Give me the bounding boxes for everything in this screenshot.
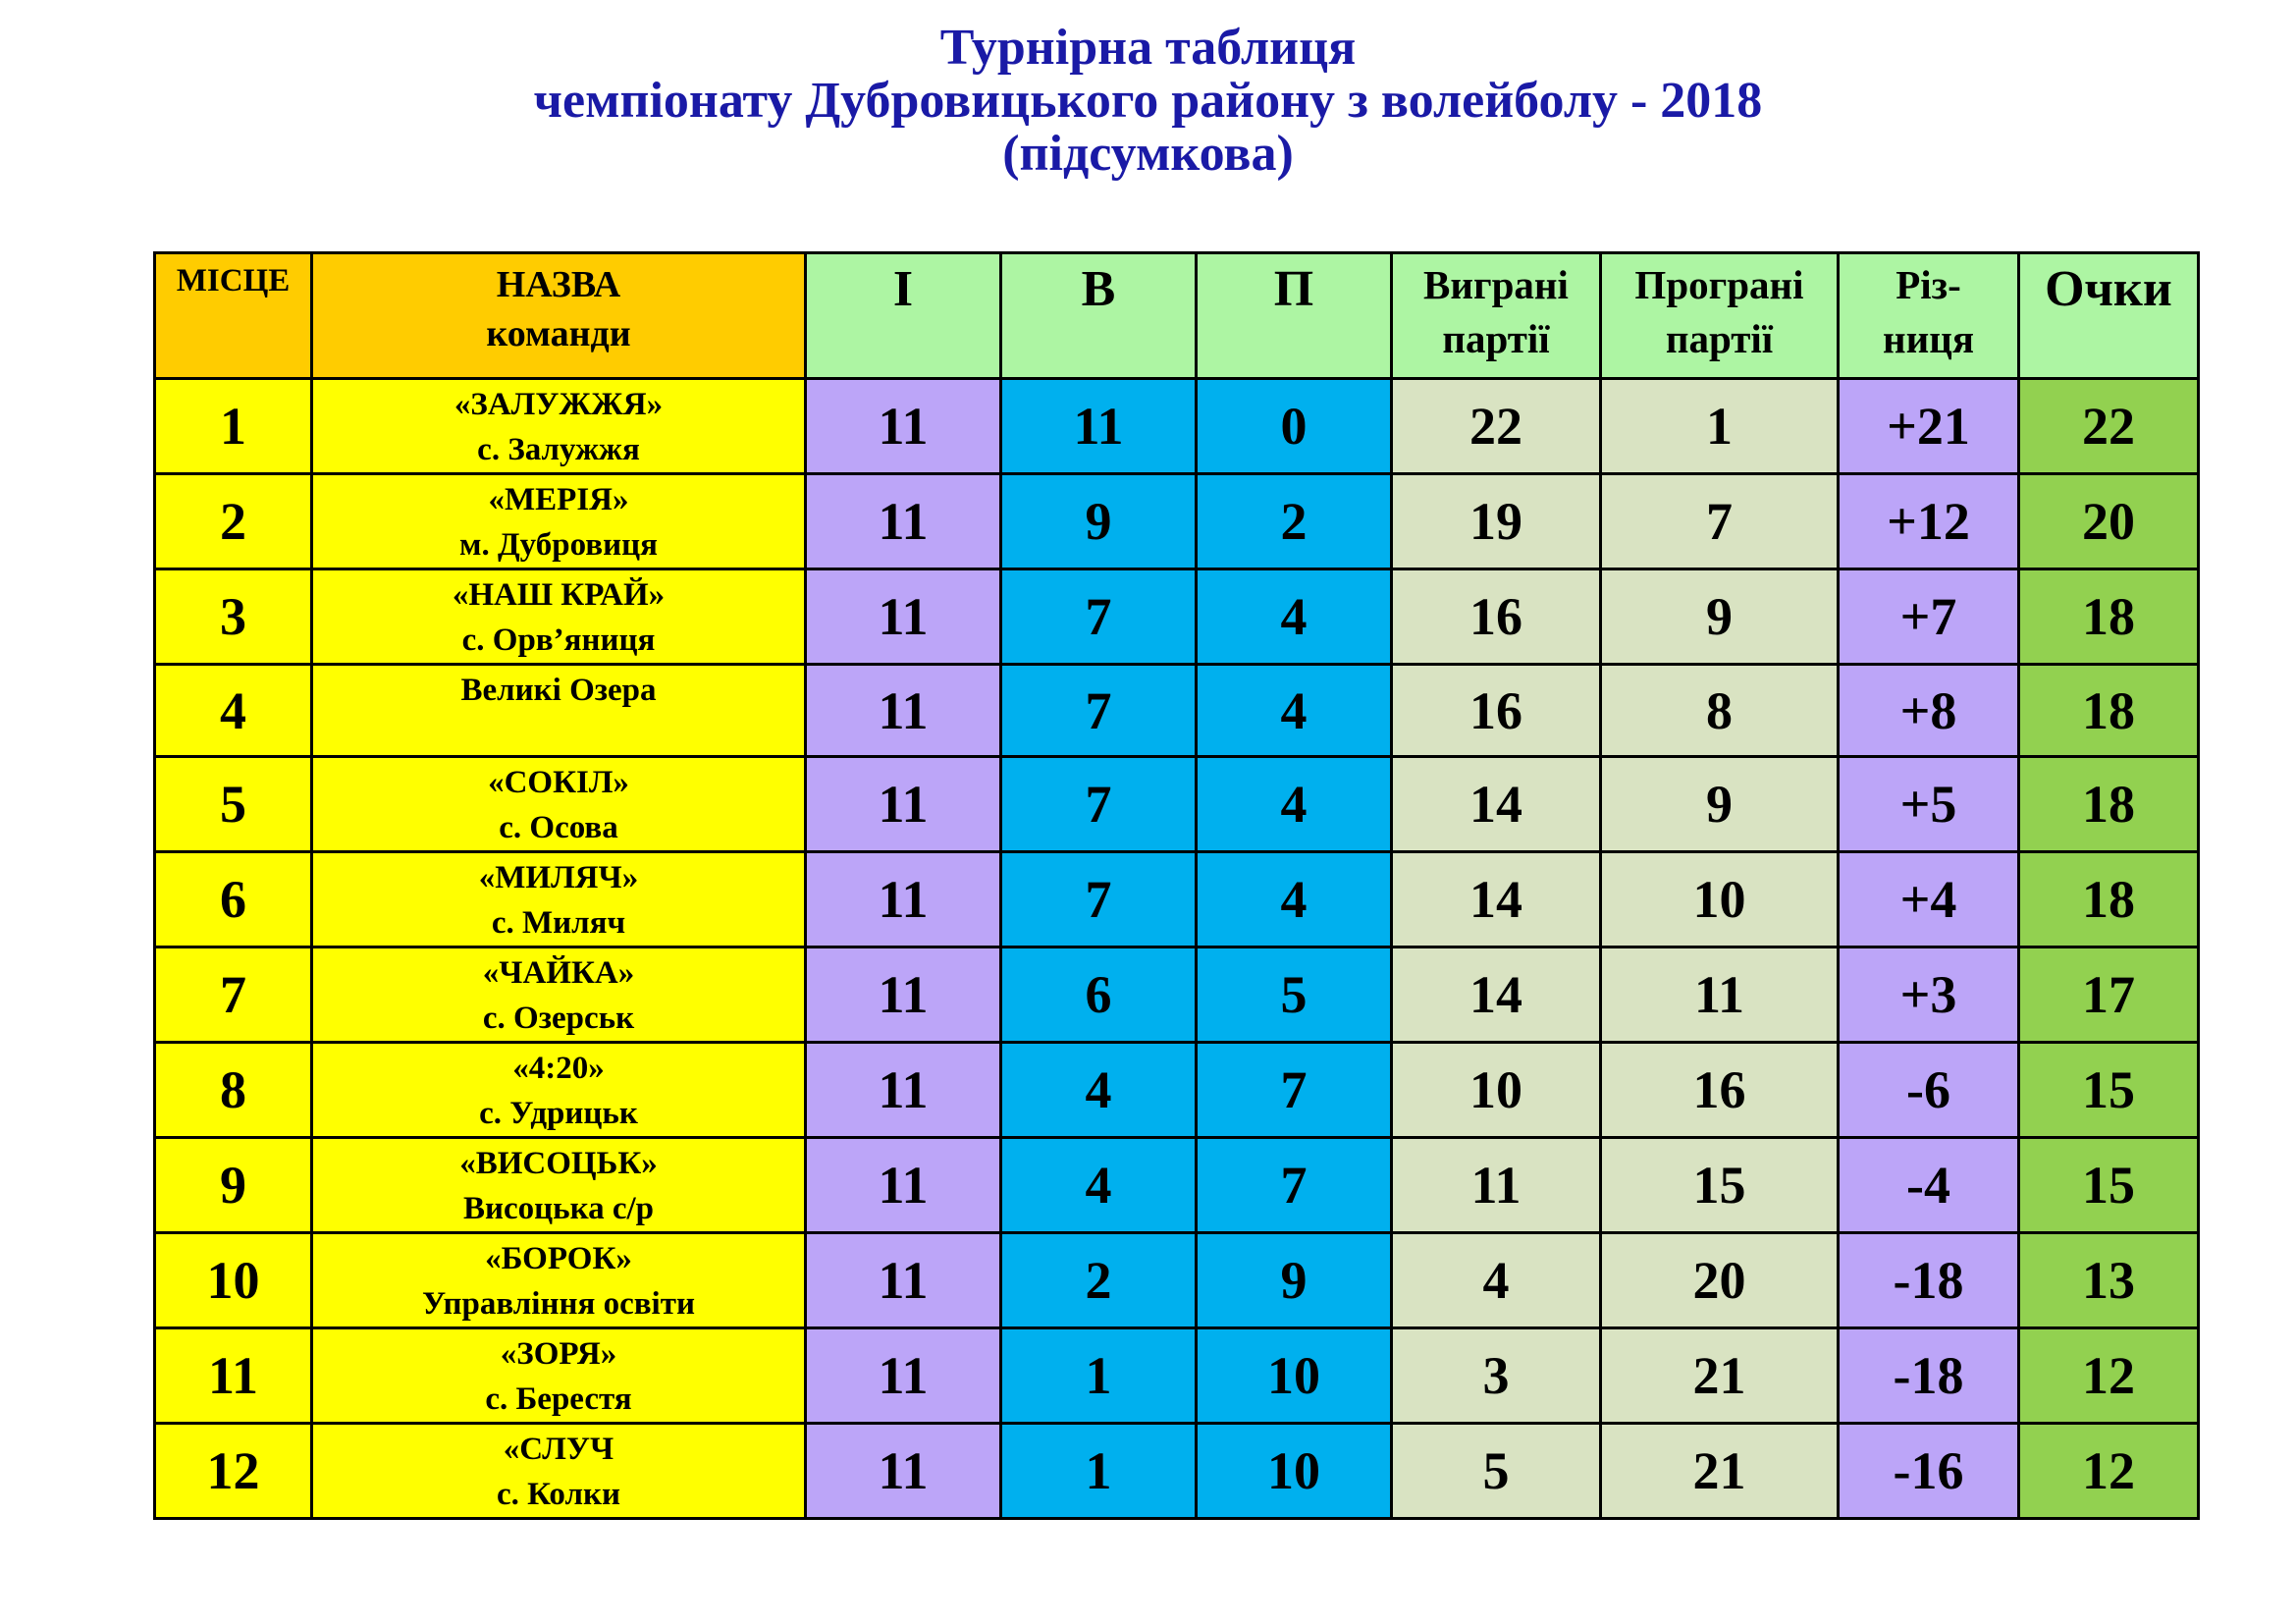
table-row xyxy=(155,852,2199,947)
points-cell: 12 xyxy=(2019,1328,2199,1424)
won-cell: 7 xyxy=(1001,665,1197,757)
sets-won-cell: 10 xyxy=(1392,1043,1601,1138)
place-cell: 11 xyxy=(155,1328,312,1424)
won-cell: 7 xyxy=(1001,569,1197,665)
team-location: с. Орв’яниця xyxy=(461,623,656,658)
page-title xyxy=(0,22,2296,181)
lost-cell: 4 xyxy=(1197,852,1392,947)
played-cell: 11 xyxy=(806,1138,1001,1233)
place-cell: 7 xyxy=(155,947,312,1043)
lost-cell: 10 xyxy=(1197,1424,1392,1519)
standings-table xyxy=(153,251,2200,1520)
lost-cell: 2 xyxy=(1197,474,1392,569)
played-cell: 11 xyxy=(806,665,1001,757)
table-row xyxy=(155,569,2199,665)
team-cell xyxy=(312,1424,806,1519)
lost-cell: 4 xyxy=(1197,569,1392,665)
place-cell: 1 xyxy=(155,379,312,474)
lost-cell: 7 xyxy=(1197,1138,1392,1233)
team-location: с. Озерськ xyxy=(482,1001,635,1036)
header-difference xyxy=(1839,253,2019,379)
team-cell xyxy=(312,379,806,474)
sets-won-cell: 14 xyxy=(1392,757,1601,852)
header-sets-lost-line-1: Програні xyxy=(1634,262,1804,307)
team-cell xyxy=(312,1043,806,1138)
played-cell: 11 xyxy=(806,474,1001,569)
header-diff-line-2: ниця xyxy=(1882,316,1975,361)
place-cell: 8 xyxy=(155,1043,312,1138)
difference-cell: -16 xyxy=(1839,1424,2019,1519)
team-name: «МИЛЯЧ» xyxy=(478,860,639,895)
sets-lost-cell: 11 xyxy=(1601,947,1839,1043)
sets-lost-cell: 20 xyxy=(1601,1233,1839,1328)
won-cell: 4 xyxy=(1001,1138,1197,1233)
team-location: с. Берестя xyxy=(485,1381,632,1417)
table-row xyxy=(155,757,2199,852)
difference-cell: +3 xyxy=(1839,947,2019,1043)
points-cell: 18 xyxy=(2019,852,2199,947)
won-cell: 2 xyxy=(1001,1233,1197,1328)
team-name: «4:20» xyxy=(512,1051,605,1086)
team-name: «НАШ КРАЙ» xyxy=(452,577,666,613)
team-cell xyxy=(312,474,806,569)
team-name: «СЛУЧ xyxy=(503,1432,614,1467)
won-cell: 9 xyxy=(1001,474,1197,569)
team-cell xyxy=(312,1138,806,1233)
lost-cell: 9 xyxy=(1197,1233,1392,1328)
played-cell: 11 xyxy=(806,379,1001,474)
team-name: «ЧАЙКА» xyxy=(482,955,635,991)
difference-cell: +7 xyxy=(1839,569,2019,665)
header-points: Очки xyxy=(2019,253,2199,379)
title-line-3: (підсумкова) xyxy=(1002,126,1294,182)
sets-won-cell: 4 xyxy=(1392,1233,1601,1328)
played-cell: 11 xyxy=(806,947,1001,1043)
header-diff-line-1: Різ- xyxy=(1896,262,1961,307)
played-cell: 11 xyxy=(806,569,1001,665)
won-cell: 1 xyxy=(1001,1424,1197,1519)
sets-lost-cell: 10 xyxy=(1601,852,1839,947)
lost-cell: 4 xyxy=(1197,665,1392,757)
table-row xyxy=(155,947,2199,1043)
place-cell: 12 xyxy=(155,1424,312,1519)
team-name: «МЕРІЯ» xyxy=(488,482,629,517)
sets-won-cell: 5 xyxy=(1392,1424,1601,1519)
sets-won-cell: 11 xyxy=(1392,1138,1601,1233)
won-cell: 7 xyxy=(1001,852,1197,947)
sets-lost-cell: 16 xyxy=(1601,1043,1839,1138)
team-cell xyxy=(312,569,806,665)
team-cell xyxy=(312,757,806,852)
played-cell: 11 xyxy=(806,1043,1001,1138)
sets-lost-cell: 8 xyxy=(1601,665,1839,757)
difference-cell: -18 xyxy=(1839,1328,2019,1424)
header-played: І xyxy=(806,253,1001,379)
sets-won-cell: 14 xyxy=(1392,852,1601,947)
played-cell: 11 xyxy=(806,1328,1001,1424)
lost-cell: 0 xyxy=(1197,379,1392,474)
header-name-line-1: НАЗВА xyxy=(496,264,621,305)
points-cell: 12 xyxy=(2019,1424,2199,1519)
header-name-line-2: команди xyxy=(486,313,631,354)
played-cell: 11 xyxy=(806,757,1001,852)
team-cell xyxy=(312,665,806,757)
played-cell: 11 xyxy=(806,852,1001,947)
points-cell: 13 xyxy=(2019,1233,2199,1328)
team-location: с. Колки xyxy=(496,1477,621,1512)
sets-won-cell: 14 xyxy=(1392,947,1601,1043)
lost-cell: 4 xyxy=(1197,757,1392,852)
team-location: м. Дубровиця xyxy=(459,527,658,563)
team-location: Управління освіти xyxy=(422,1286,695,1322)
header-sets-won-line-2: партії xyxy=(1442,316,1550,361)
difference-cell: -4 xyxy=(1839,1138,2019,1233)
sets-lost-cell: 21 xyxy=(1601,1424,1839,1519)
place-cell: 9 xyxy=(155,1138,312,1233)
place-cell: 5 xyxy=(155,757,312,852)
sets-won-cell: 16 xyxy=(1392,665,1601,757)
table-row xyxy=(155,1043,2199,1138)
team-name: «СОКІЛ» xyxy=(488,765,629,800)
sets-lost-cell: 9 xyxy=(1601,757,1839,852)
lost-cell: 7 xyxy=(1197,1043,1392,1138)
lost-cell: 10 xyxy=(1197,1328,1392,1424)
title-line-1: Турнірна таблиця xyxy=(939,20,1357,76)
team-location: с. Осова xyxy=(499,810,618,845)
difference-cell: +21 xyxy=(1839,379,2019,474)
team-name: «ВИСОЦЬК» xyxy=(459,1146,658,1181)
table-row xyxy=(155,1424,2199,1519)
difference-cell: +8 xyxy=(1839,665,2019,757)
points-cell: 18 xyxy=(2019,665,2199,757)
won-cell: 7 xyxy=(1001,757,1197,852)
title-line-2: чемпіонату Дубровицького району з волейболу - 2018 xyxy=(533,73,1763,129)
won-cell: 1 xyxy=(1001,1328,1197,1424)
team-location: с. Миляч xyxy=(491,905,626,941)
team-cell xyxy=(312,947,806,1043)
place-cell: 10 xyxy=(155,1233,312,1328)
difference-cell: +12 xyxy=(1839,474,2019,569)
header-sets-won xyxy=(1392,253,1601,379)
points-cell: 18 xyxy=(2019,569,2199,665)
table-row xyxy=(155,1233,2199,1328)
difference-cell: +4 xyxy=(1839,852,2019,947)
header-sets-lost-line-2: партії xyxy=(1665,316,1774,361)
table-row xyxy=(155,379,2199,474)
place-cell: 2 xyxy=(155,474,312,569)
sets-lost-cell: 9 xyxy=(1601,569,1839,665)
difference-cell: -18 xyxy=(1839,1233,2019,1328)
table-row xyxy=(155,665,2199,757)
points-cell: 17 xyxy=(2019,947,2199,1043)
table-row xyxy=(155,1328,2199,1424)
team-name: «ЗОРЯ» xyxy=(500,1336,617,1372)
difference-cell: -6 xyxy=(1839,1043,2019,1138)
header-lost: П xyxy=(1197,253,1392,379)
won-cell: 4 xyxy=(1001,1043,1197,1138)
team-cell xyxy=(312,1328,806,1424)
table-row xyxy=(155,474,2199,569)
team-name: Великі Озера xyxy=(460,673,657,708)
team-location: с. Залужжя xyxy=(477,432,640,467)
team-name: «ЗАЛУЖЖЯ» xyxy=(454,387,664,422)
table-header-row xyxy=(155,253,2199,379)
table-row xyxy=(155,1138,2199,1233)
won-cell: 6 xyxy=(1001,947,1197,1043)
played-cell: 11 xyxy=(806,1233,1001,1328)
sets-won-cell: 3 xyxy=(1392,1328,1601,1424)
team-name: «БОРОК» xyxy=(485,1241,632,1276)
header-sets-lost xyxy=(1601,253,1839,379)
won-cell: 11 xyxy=(1001,379,1197,474)
sets-won-cell: 22 xyxy=(1392,379,1601,474)
points-cell: 15 xyxy=(2019,1043,2199,1138)
lost-cell: 5 xyxy=(1197,947,1392,1043)
header-place: МІСЦЕ xyxy=(155,253,312,379)
team-location: с. Удрицьк xyxy=(479,1096,638,1131)
place-cell: 4 xyxy=(155,665,312,757)
points-cell: 20 xyxy=(2019,474,2199,569)
sets-won-cell: 19 xyxy=(1392,474,1601,569)
sets-lost-cell: 15 xyxy=(1601,1138,1839,1233)
sets-won-cell: 16 xyxy=(1392,569,1601,665)
header-sets-won-line-1: Виграні xyxy=(1423,262,1569,307)
sets-lost-cell: 21 xyxy=(1601,1328,1839,1424)
points-cell: 15 xyxy=(2019,1138,2199,1233)
place-cell: 6 xyxy=(155,852,312,947)
team-location: Висоцька с/р xyxy=(462,1191,655,1226)
sets-lost-cell: 7 xyxy=(1601,474,1839,569)
points-cell: 22 xyxy=(2019,379,2199,474)
team-cell xyxy=(312,1233,806,1328)
header-team-name xyxy=(312,253,806,379)
played-cell: 11 xyxy=(806,1424,1001,1519)
sets-lost-cell: 1 xyxy=(1601,379,1839,474)
points-cell: 18 xyxy=(2019,757,2199,852)
header-won: В xyxy=(1001,253,1197,379)
team-cell xyxy=(312,852,806,947)
difference-cell: +5 xyxy=(1839,757,2019,852)
place-cell: 3 xyxy=(155,569,312,665)
